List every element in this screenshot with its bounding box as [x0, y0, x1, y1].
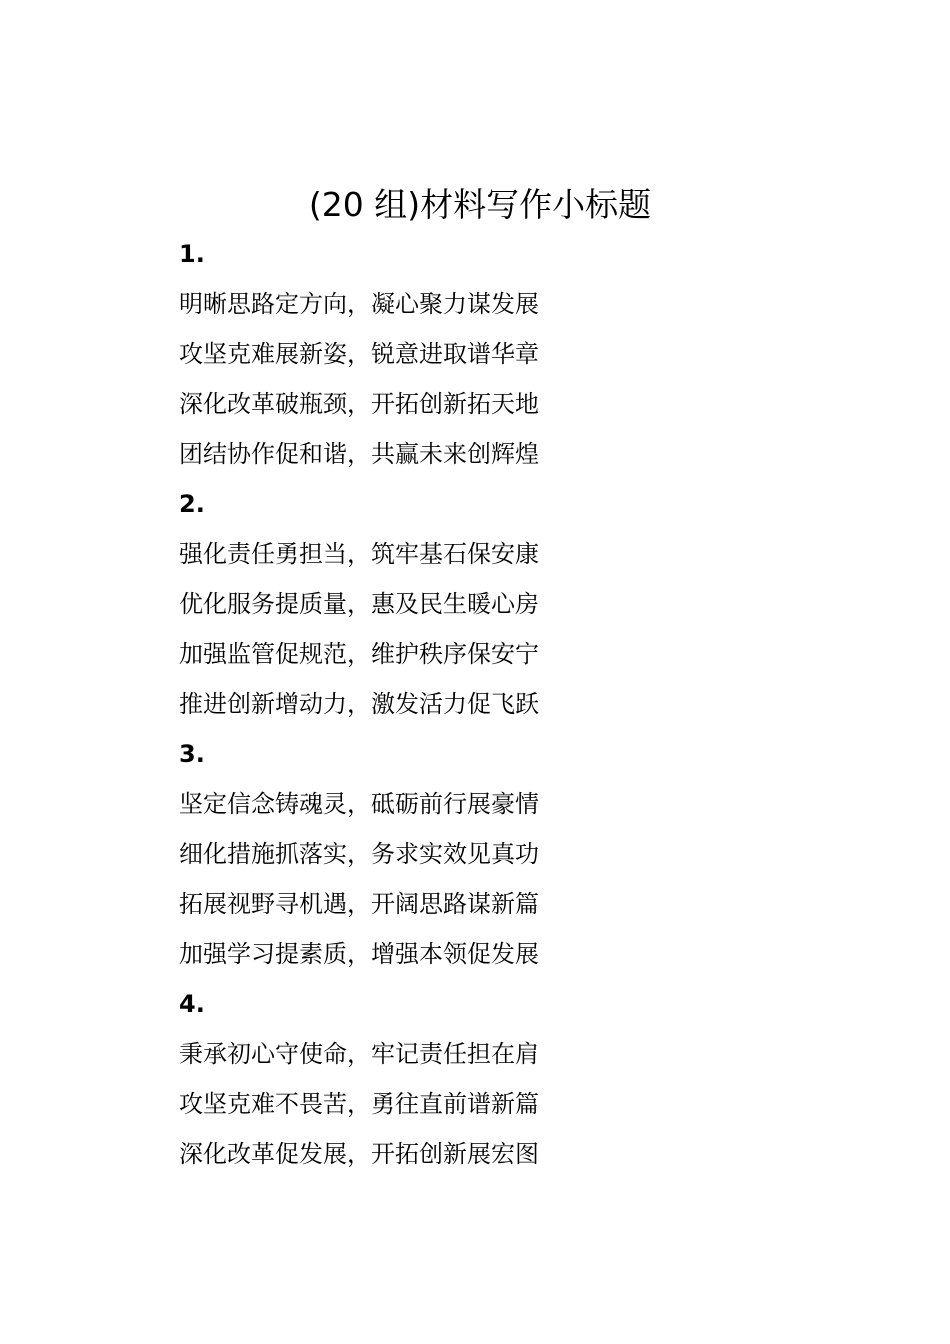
subtitle-line: 坚定信念铸魂灵，砥砺前行展豪情 [179, 790, 539, 818]
subtitle-line: 深化改革破瓶颈，开拓创新拓天地 [179, 390, 539, 418]
group-number: 1. [179, 240, 205, 268]
group-number: 2. [179, 490, 205, 518]
document-title: (20 组)材料写作小标题 [308, 185, 652, 224]
subtitle-line: 细化措施抓落实，务求实效见真功 [179, 840, 539, 868]
subtitle-line: 攻坚克难展新姿，锐意进取谱华章 [179, 340, 539, 368]
subtitle-line: 团结协作促和谐，共赢未来创辉煌 [179, 440, 539, 468]
group-number: 3. [179, 740, 205, 768]
subtitle-line: 秉承初心守使命，牢记责任担在肩 [179, 1040, 539, 1068]
document-body [179, 229, 779, 1179]
group-number: 4. [179, 990, 205, 1018]
subtitle-line: 深化改革促发展，开拓创新展宏图 [179, 1140, 539, 1168]
subtitle-line: 强化责任勇担当，筑牢基石保安康 [179, 540, 539, 568]
subtitle-line: 加强监管促规范，维护秩序保安宁 [179, 640, 539, 668]
subtitle-line: 推进创新增动力，激发活力促飞跃 [179, 690, 539, 718]
subtitle-line: 优化服务提质量，惠及民生暖心房 [179, 590, 539, 618]
subtitle-line: 拓展视野寻机遇，开阔思路谋新篇 [179, 890, 539, 918]
subtitle-line: 明晰思路定方向，凝心聚力谋发展 [179, 290, 539, 318]
subtitle-line: 攻坚克难不畏苦，勇往直前谱新篇 [179, 1090, 539, 1118]
subtitle-line: 加强学习提素质，增强本领促发展 [179, 940, 539, 968]
